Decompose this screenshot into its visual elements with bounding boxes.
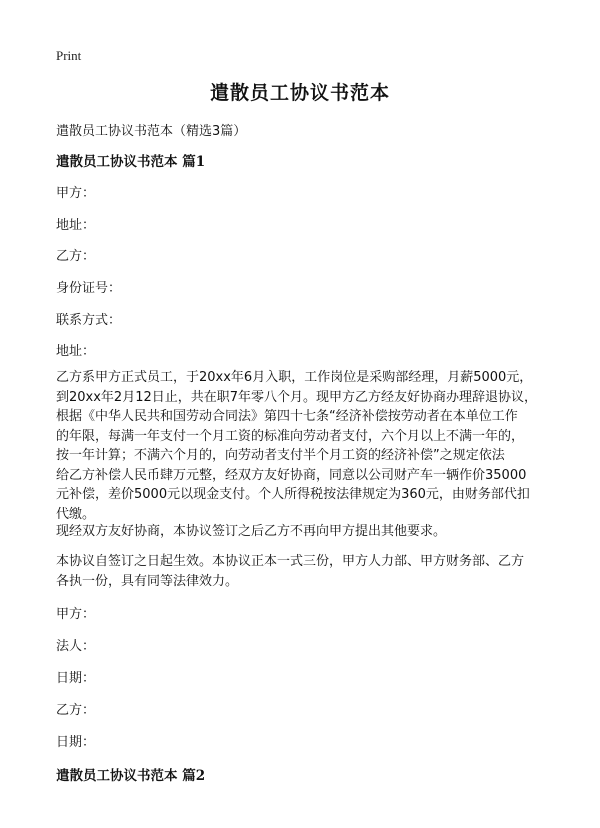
sign-legal-rep: 法人： xyxy=(56,639,96,654)
document-subtitle: 遣散员工协议书范本（精选3篇） xyxy=(56,124,247,139)
paragraph-line: 代缴。 xyxy=(56,506,96,522)
sign-party-a: 甲方： xyxy=(56,607,96,622)
paragraph-agreement xyxy=(56,522,546,542)
paragraph-line: 各执一份，具有同等法律效力。 xyxy=(56,573,239,589)
paragraph-effective xyxy=(56,552,546,591)
paragraph-line: 现经双方友好协商，本协议签订之后乙方不再向甲方提出其他要求。 xyxy=(56,524,447,539)
section-2-heading: 遣散员工协议书范本 篇2 xyxy=(56,768,206,784)
field-party-a: 甲方： xyxy=(56,186,96,201)
paragraph-line: 根据《中华人民共和国劳动合同法》第四十七条“经济补偿按劳动者在本单位工作 xyxy=(56,409,518,424)
field-contact: 联系方式： xyxy=(56,313,122,328)
paragraph-line: 乙方系甲方正式员工，于20xx年6月入职，工作岗位是采购部经理，月薪5000元， xyxy=(56,370,533,385)
field-address-a: 地址： xyxy=(56,218,96,233)
paragraph-terms xyxy=(56,368,546,524)
field-id-number: 身份证号： xyxy=(56,281,122,296)
section-1-heading: 遣散员工协议书范本 篇1 xyxy=(56,154,206,170)
paragraph-line: 给乙方补偿人民币肆万元整，经双方友好协商，同意以公司财产车一辆作价35000 xyxy=(56,467,527,483)
paragraph-line: 本协议自签订之日起生效。本协议正本一式三份，甲方人力部、甲方财务部、乙方 xyxy=(56,554,525,569)
field-address-b: 地址： xyxy=(56,344,96,359)
sign-date-a: 日期： xyxy=(56,671,96,686)
paragraph-line: 到20xx年2月12日止，共在职7年零八个月。现甲方乙方经友好协商办理辞退协议， xyxy=(56,389,538,405)
sign-party-b: 乙方： xyxy=(56,703,96,718)
document-title: 遣散员工协议书范本 xyxy=(209,82,390,104)
print-label: Print xyxy=(56,48,82,63)
paragraph-line: 元补偿，差价5000元以现金支付。个人所得税按法律规定为360元，由财务部代扣 xyxy=(56,487,530,502)
paragraph-line: 按一年计算；不满六个月的，向劳动者支付半个月工资的经济补偿”之规定依法 xyxy=(56,448,505,463)
paragraph-line: 的年限，每满一年支付一个月工资的标准向劳动者支付，六个月以上不满一年的， xyxy=(56,428,525,444)
sign-date-b: 日期： xyxy=(56,735,96,750)
field-party-b: 乙方： xyxy=(56,249,96,264)
